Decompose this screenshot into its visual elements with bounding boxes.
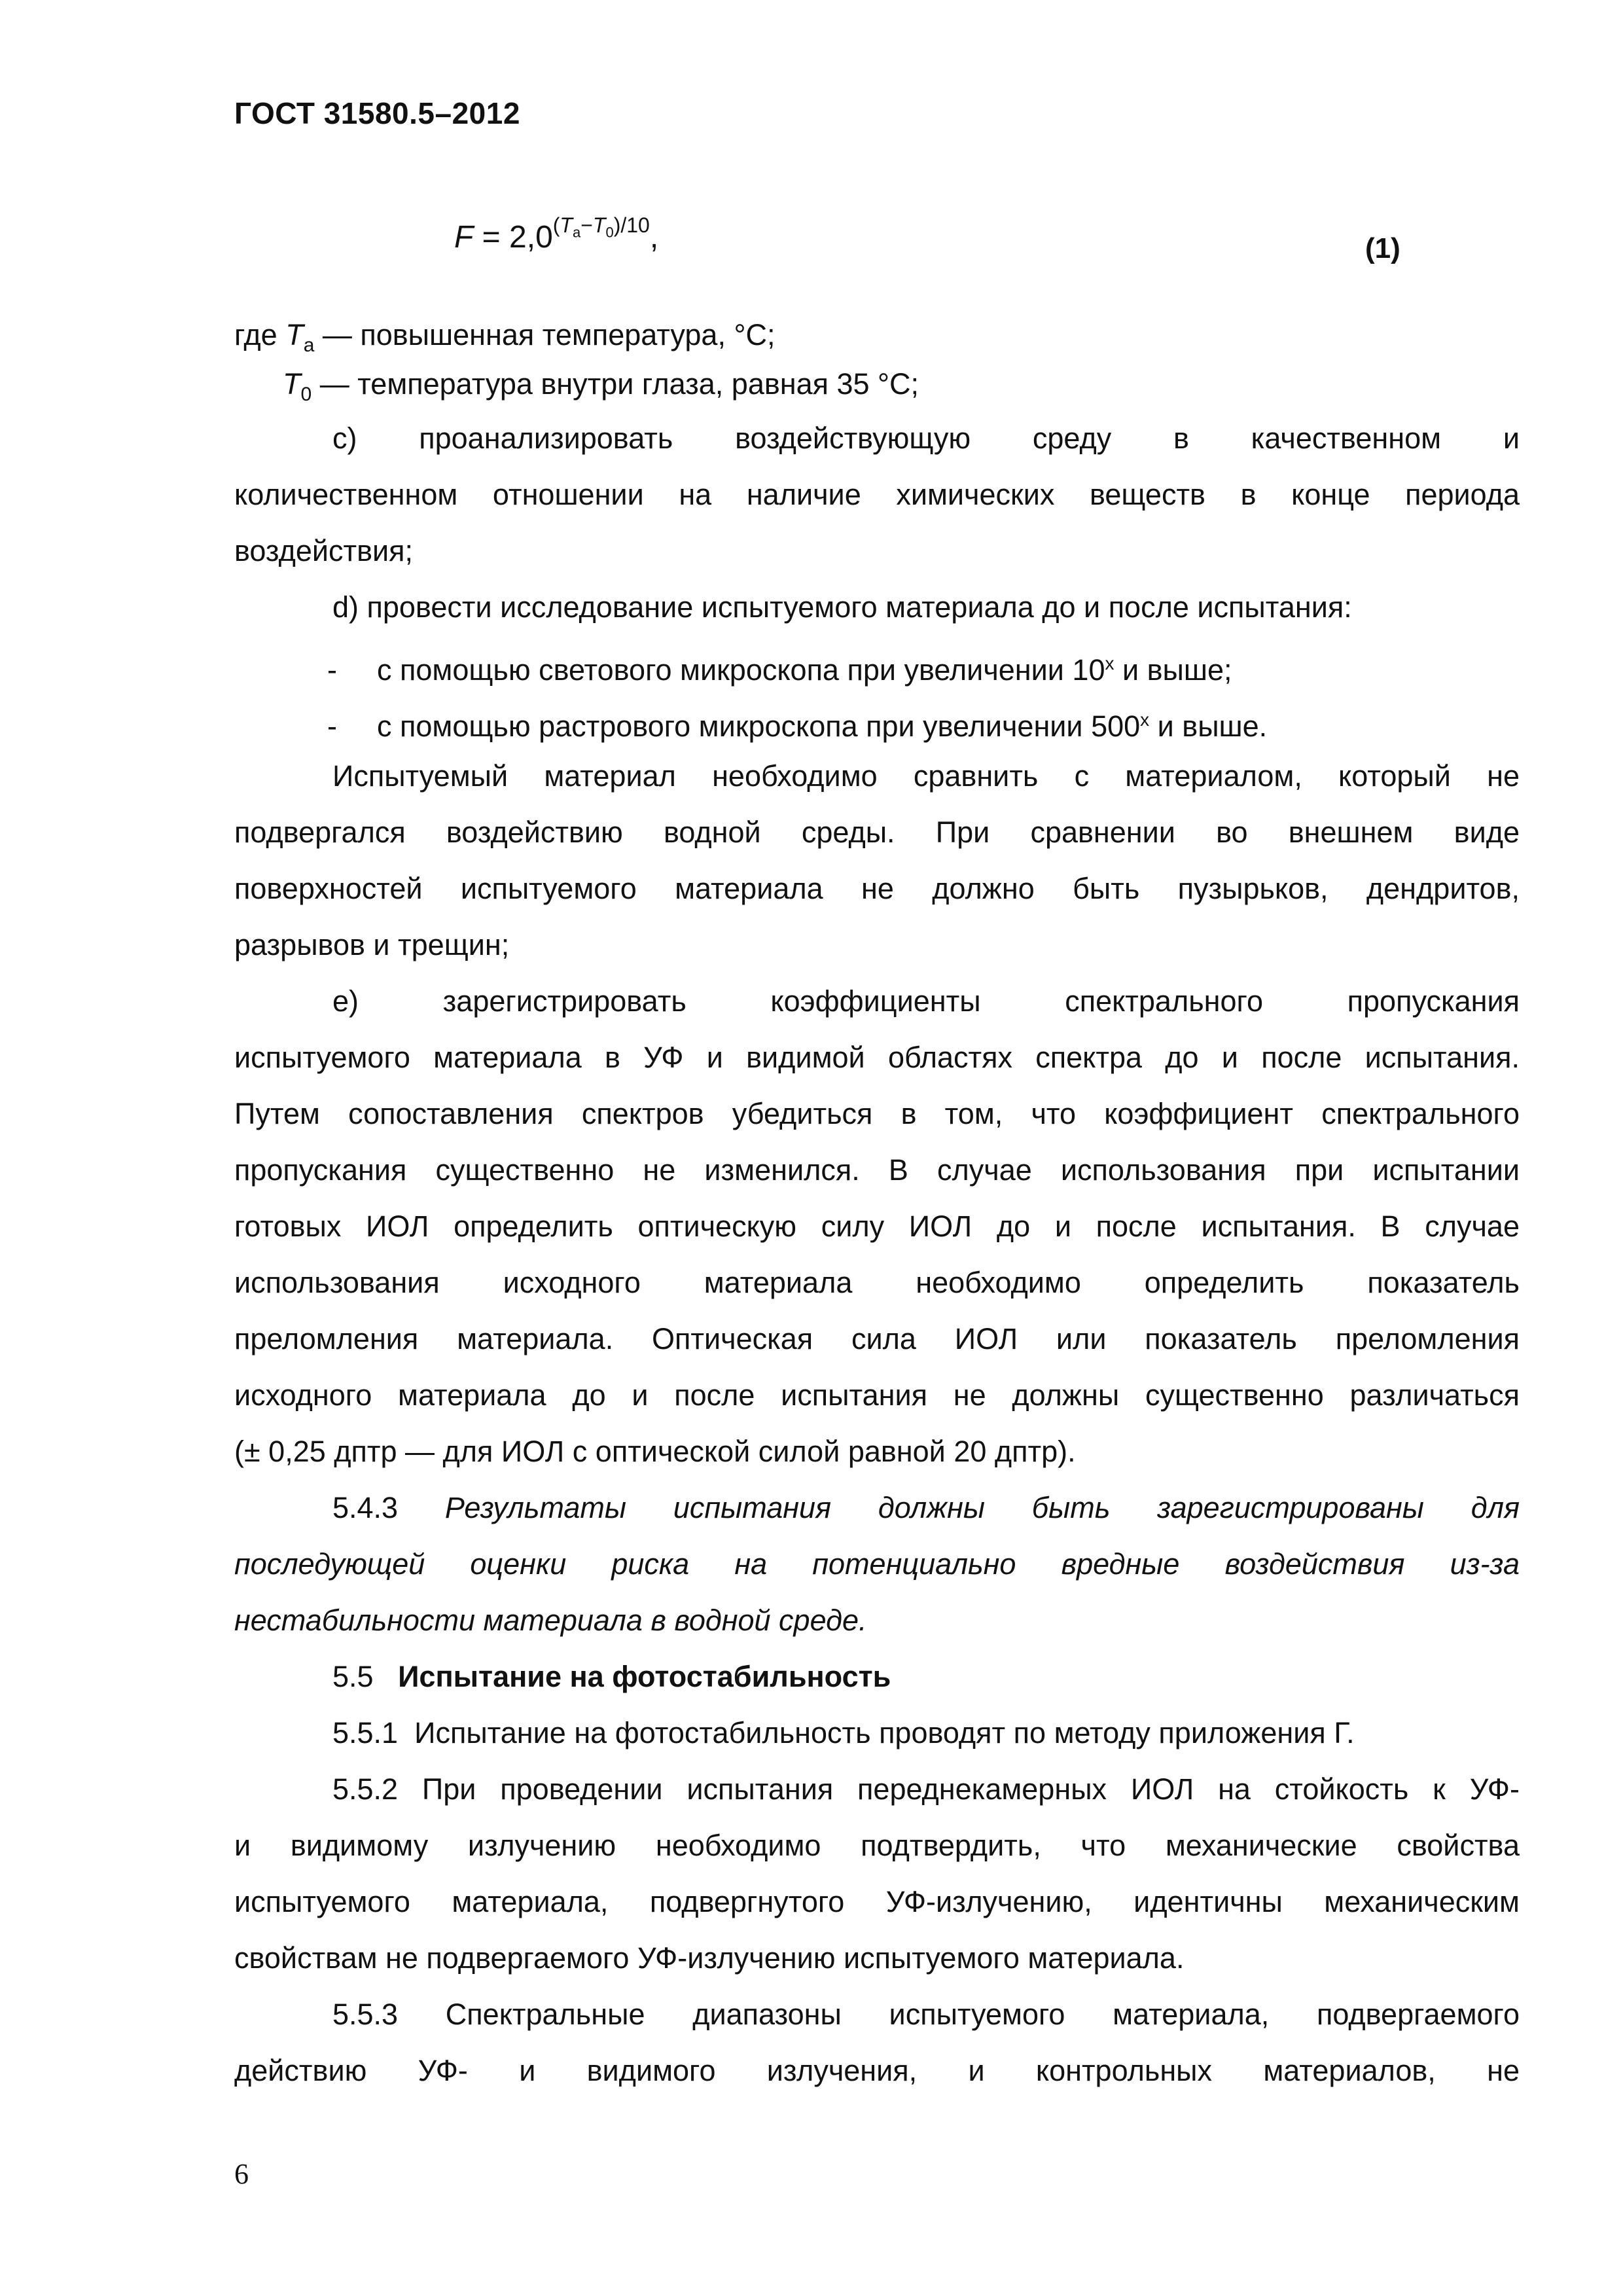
- dash-marker: -: [327, 653, 337, 687]
- item-e-line: готовых ИОЛ определить оптическую силу ИОЛ до и после испытания. В случае: [234, 1210, 1520, 1243]
- compare-line: подвергался воздействию водной среды. При сравнении во внешнем виде: [234, 816, 1520, 849]
- formula-number: (1): [1365, 232, 1400, 264]
- clause-5-5-3-line: действию УФ- и видимого излучения, и контрольных материалов, не: [234, 2054, 1520, 2087]
- item-e-line: пропускания существенно не изменился. В случае использования при испытании: [234, 1153, 1520, 1187]
- item-e-line: исходного материала до и после испытания не должны существенно различаться: [234, 1378, 1520, 1412]
- item-e-line: Путем сопоставления спектров убедиться в том, что коэффициент спектрального: [234, 1097, 1520, 1130]
- item-e-line: преломления материала. Оптическая сила ИОЛ или показатель преломления: [234, 1322, 1520, 1355]
- formula-exponent: (Ta−T0)/10: [552, 213, 650, 241]
- item-e-line: использования исходного материала необходимо определить показатель: [234, 1266, 1520, 1299]
- clause-5-5-2-line: свойствам не подвергаемого УФ-излучению испытуемого материала.: [234, 1941, 1185, 1975]
- item-c-line: воздействия;: [234, 534, 414, 567]
- clause-5-5-2-line: и видимому излучению необходимо подтвердить, что механические свойства: [234, 1829, 1520, 1862]
- where-t0: $T_0$ — температура внутри глаза, равная 35 °С;: [283, 367, 919, 405]
- clause-5-5-2-line: 5.5.2 При проведении испытания переднекамерных ИОЛ на стойкость к УФ-: [332, 1772, 1520, 1806]
- compare-line: Испытуемый материал необходимо сравнить с материалом, который не: [332, 759, 1520, 793]
- item-e-line: испытуемого материала в УФ и видимой областях спектра до и после испытания.: [234, 1041, 1520, 1074]
- dash-marker: -: [327, 709, 337, 743]
- clause-5-5-2-line: испытуемого материала, подвергнутого УФ-излучению, идентичны механическим: [234, 1885, 1520, 1918]
- clause-5-4-3-line: нестабильности материала в водной среде.: [234, 1604, 867, 1637]
- item-d-bullet: - с помощью растрового микроскопа при увеличении $500^х$ и выше.: [327, 700, 1613, 746]
- formula-trail: ,: [649, 220, 659, 255]
- formula-base: = 2,0: [473, 220, 553, 255]
- compare-line: поверхностей испытуемого материала не должно быть пузырьков, дендритов,: [234, 872, 1520, 905]
- where-ta: где $T_a$ — повышенная температура, °С;: [234, 318, 776, 356]
- formula-lhs: F: [454, 220, 474, 255]
- item-c-line: количественном отношении на наличие химических веществ в конце периода: [234, 478, 1520, 511]
- item-c-line: с) проанализировать воздействующую среду в качественном и: [332, 422, 1520, 455]
- item-d-bullet: - с помощью светового микроскопа при увеличении $10^х$ и выше;: [327, 644, 1613, 690]
- compare-line: разрывов и трещин;: [234, 928, 510, 961]
- formula: [454, 213, 659, 255]
- clause-5-4-3-line: последующей оценки риска на потенциально вредные воздействия из-за: [234, 1547, 1520, 1581]
- clause-5-5-3-line: 5.5.3 Спектральные диапазоны испытуемого материала, подвергаемого: [332, 1998, 1520, 2031]
- page-number: 6: [234, 2158, 249, 2190]
- item-e-line: (± 0,25 дптр — для ИОЛ с оптической силой равной 20 дптр).: [234, 1435, 1076, 1468]
- document-header: ГОСТ 31580.5–2012: [234, 96, 520, 130]
- item-d-line: d) провести исследование испытуемого материала до и после испытания:: [332, 590, 1352, 624]
- section-5-5-heading: 5.5 Испытание на фотостабильность: [332, 1660, 891, 1693]
- item-e-line: е) зарегистрировать коэффициенты спектрального пропускания: [332, 984, 1520, 1018]
- clause-5-5-1: 5.5.1 Испытание на фотостабильность проводят по методу приложения Г.: [332, 1716, 1355, 1749]
- clause-5-4-3-line: 5.4.3 Результаты испытания должны быть зарегистрированы для: [332, 1491, 1520, 1524]
